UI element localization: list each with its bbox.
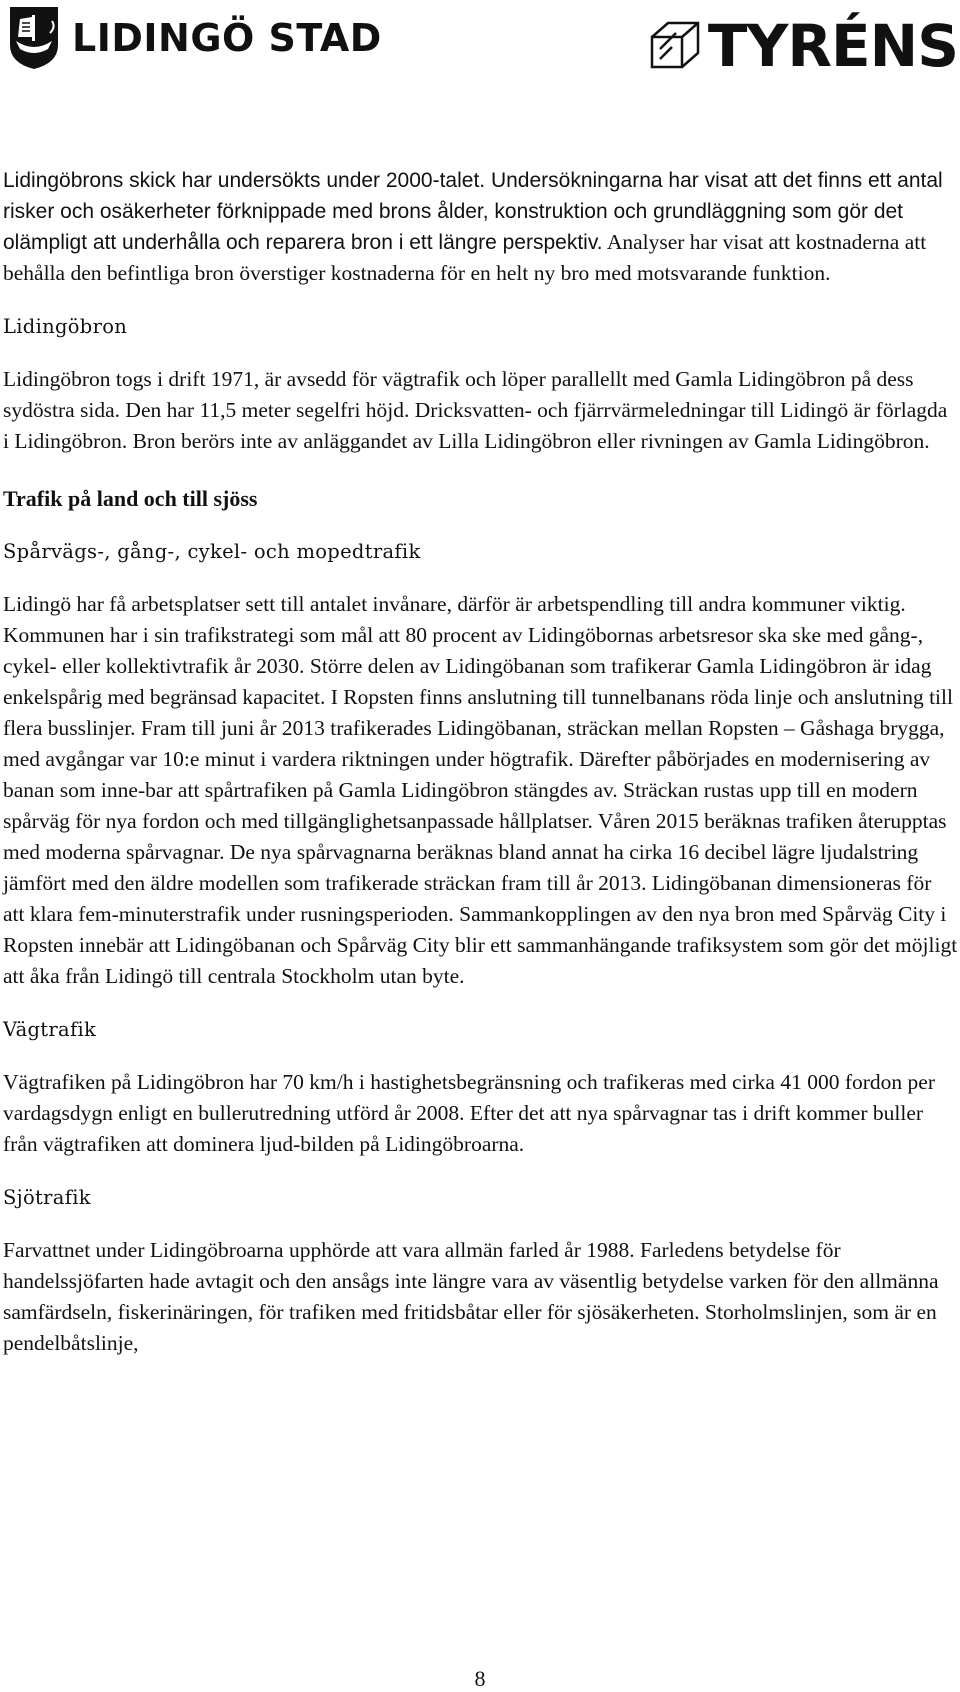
intro-text-serif: Analyser har visat att kostnaderna att behålla den befintliga bron överstiger kostnaderna för en helt ny bro med motsvarande funktion. bbox=[3, 230, 927, 285]
heading-lidingobron: Lidingöbron bbox=[3, 315, 128, 338]
lidingo-stad-logo bbox=[6, 4, 382, 72]
heading-sparvag: Spårvägs-, gång-, cykel- och mopedtrafik bbox=[3, 540, 421, 563]
page-header bbox=[0, 0, 960, 80]
paragraph-sparvag: Lidingö har få arbetsplatser sett till antalet invånare, därför är arbetspendling till andra kommuner viktig. Kommunen har i sin trafikstrategi som mål att 80 procent av Lidingöbornas arbetsresor ska ske med gång-, cykel- eller kollektivtrafik år 2030. Större delen av Lidingöbanan som trafikerar Gamla Lidingöbron är idag enkelspårig med begränsad kapacitet. I Ropsten finns anslutning till tunnelbanans röda linje och anslutning till flera busslinjer. Fram till juni år 2013 trafikerades Lidingöbanan, sträckan mellan Ropsten – Gåshaga brygga, med avgångar var 10:e minut i vardera riktningen under högtrafik. Därefter påbörjades en modernisering av banan som inne-bar att spårtrafiken på Gamla Lidingöbron stängdes av. Sträckan rustas upp till en modern spårväg för nya fordon och med tillgänglighetsanpassade hållplatser. Våren 2015 beräknas trafiken återupptas med moderna spårvagnar. De nya spårvagnarna beräknas bland annat ha cirka 16 decibel lägre ljudalstring jämfört med den äldre modellen som trafikerade sträckan fram till år 2013. Lidingöbanan dimensioneras för att klara fem-minuterstrafik under rusningsperioden. Sammankopplingen av den nya bron med Spårväg City i Ropsten innebär att Lidingöbanan och Spårväg City blir ett sammanhängande trafiksystem som gör det möjligt att åka från Lidingö till centrala Stockholm utan byte. bbox=[3, 592, 958, 988]
right-logo-text: TYRÉNS bbox=[707, 12, 958, 80]
heading-vagtrafik: Vägtrafik bbox=[3, 1018, 97, 1041]
heading-trafik: Trafik på land och till sjöss bbox=[3, 486, 258, 511]
paragraph-sjotrafik: Farvattnet under Lidingöbroarna upphörde att vara allmän farled år 1988. Farledens betydelse för handelssjöfarten hade avtagit och den ansågs inte längre vara av väsentlig betydelse varken för den allmänna samfärdseln, fiskerinäringen, för trafiken med fritidsbåtar eller för sjösäkerheten. Storholmslinjen, som är en pendelbåtslinje, bbox=[3, 1238, 939, 1355]
tyrens-logo bbox=[648, 14, 958, 78]
intro-paragraph bbox=[3, 165, 958, 289]
left-logo-text: LIDINGÖ STAD bbox=[72, 16, 382, 60]
viking-ship-crest-icon bbox=[6, 5, 62, 71]
tyrens-cube-icon bbox=[648, 19, 702, 73]
intro-text-sans: Lidingöbrons skick har undersökts under 2000-talet. Undersökningarna har visat att det finns ett antal risker och osäkerheter förknippade med brons ålder, konstruktion och grundläggning som gör det olämpligt att underhålla och reparera bron i ett längre perspektiv. bbox=[3, 169, 943, 254]
paragraph-lidingobron: Lidingöbron togs i drift 1971, är avsedd för vägtrafik och löper parallellt med Gamla Lidingöbron på dess sydöstra sida. Den har 11,5 meter segelfri höjd. Dricksvatten- och fjärrvärmeledningar till Lidingö är förlagda i Lidingöbron. Bron berörs inte av anläggandet av Lilla Lidingöbron eller rivningen av Gamla Lidingöbron. bbox=[3, 367, 948, 453]
document-body bbox=[3, 165, 958, 1359]
heading-sjotrafik: Sjötrafik bbox=[3, 1186, 91, 1209]
paragraph-vagtrafik: Vägtrafiken på Lidingöbron har 70 km/h i hastighetsbegränsning och trafikeras med cirka 41 000 fordon per vardagsdygn enligt en bullerutredning utförd år 2008. Efter det att nya spårvagnar tas i drift kommer buller från vägtrafiken att dominera ljud-bilden på Lidingöbroarna. bbox=[3, 1070, 935, 1156]
page-number: 8 bbox=[474, 1666, 486, 1691]
